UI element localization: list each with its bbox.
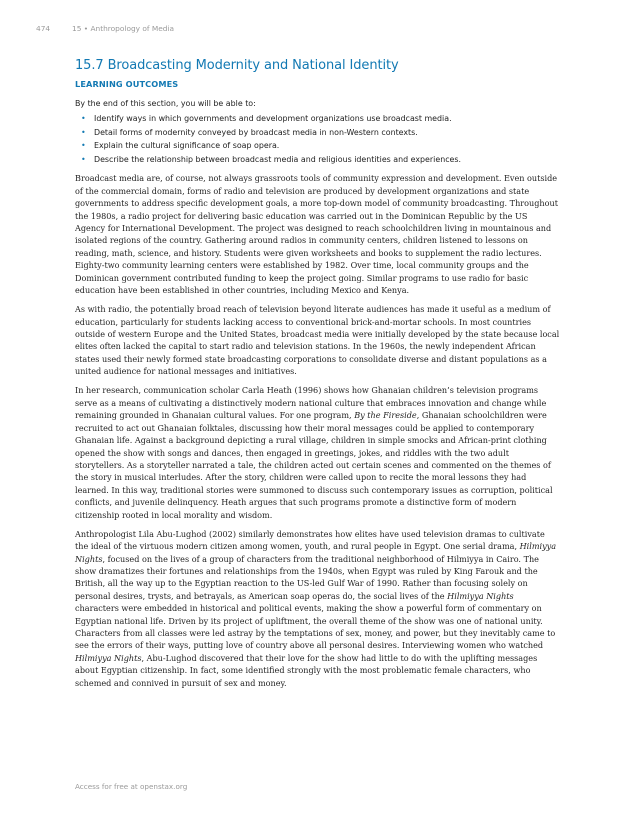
list-item: [81, 139, 560, 153]
paragraph-1: Broadcast media are, of course, not always grassroots tools of community expression and development. Even outside of the commercial domain, forms of radio and television are produced by development organizations and state governments to address specific development goals, a more top-down model of community broadcasting. Throughout the 1980s, a radio project for delivering basic education was carried out in the Dominican Republic by the US Agency for International Development. The project was designed to reach schoolchildren living in mountainous and isolated regions of the country. Gathering around radios in community centers, children listened to lessons on reading, math, science, and history. Students were given worksheets and books to supplement the radio lectures. Eighty-two community learning centers were established by 1982. Over time, local community groups and the Dominican government contributed funding to keep the project going. Similar programs to use radio for basic education have been established in other countries, including Mexico and Kenya.: [75, 173, 558, 296]
show-title: Hilmiyya Nights: [447, 590, 514, 601]
bullet-icon: •: [81, 141, 86, 151]
page-footer: Access for free at openstax.org: [75, 782, 188, 791]
learning-outcomes-intro: By the end of this section, you will be able to:: [75, 99, 256, 108]
program-title: By the Fireside: [354, 410, 417, 421]
list-item-text: Explain the cultural significance of soap opera.: [94, 141, 280, 151]
list-item-text: Describe the relationship between broadcast media and religious identities and experiences.: [94, 154, 462, 164]
main-content: [75, 58, 560, 696]
section-title: 15.7 Broadcasting Modernity and National Identity: [75, 58, 399, 73]
paragraph-3: [75, 384, 560, 520]
paragraph-4: [75, 528, 560, 689]
show-title: Hilmiyya Nights: [75, 652, 142, 663]
paragraph-text: characters were embedded in historical and political events, making the show a powerful form of commentary on Egyptian national life. Driven by its project of upliftment, the overall theme of the show was one of national unity. Characters from all classes were led astray by the temptations of sex, money, and power, but they inevitably came to see the errors of their ways, putting love of country above all personal desires. Interviewing women who watched: [75, 603, 556, 651]
bullet-icon: •: [81, 154, 86, 164]
paragraph-text: , Abu-Lughod discovered that their love for the show had little to do with the uplifting messages about Egyptian citizenship. In fact, some identified strongly with the most problematic female characters, who schemed and connived in pursuit of sex and money.: [75, 652, 538, 688]
learning-outcomes-list: [75, 112, 560, 166]
page-header: [36, 24, 174, 33]
page-number: 474: [36, 24, 51, 33]
bullet-icon: •: [81, 127, 86, 137]
show-title: Hilmiyya Nights: [75, 541, 557, 564]
list-item-text: Identify ways in which governments and development organizations use broadcast media.: [94, 114, 452, 123]
bullet-icon: •: [81, 114, 86, 123]
list-item: [81, 112, 560, 126]
paragraph-text: Anthropologist Lila Abu-Lughod (2002) similarly demonstrates how elites have used television dramas to cultivate the ideal of the virtuous modern citizen among women, youth, and rural people in Egypt. One serial drama,: [75, 528, 545, 552]
list-item: [81, 153, 560, 167]
paragraph-text: In her research, communication scholar Carla Heath (1996) shows how Ghanaian children’s television programs serve as a means of cultivating a distinctively modern national culture that embraces innovation and change while remaining grounded in Ghanaian cultural values. For one program,: [75, 385, 547, 421]
paragraph-text: , Ghanaian schoolchildren were recruited to act out Ghanaian folktales, discussing how their moral messages could be applied to contemporary Ghanaian life. Against a background depicting a rural village, children in simple smocks and African-print clothing opened the show with songs and dances, then engaged in greetings, jokes, and riddles with the two adult storytellers. As a storyteller narrated a tale, the children acted out certain scenes and commented on the themes of the story in musical interludes. After the story, children were called upon to recite the moral lessons they had learned. In this way, traditional stories were summoned to discuss such contemporary issues as corruption, political conflicts, and juvenile delinquency. Heath argues that such programs promote a distinctive form of modern citizenship rooted in local morality and wisdom.: [75, 410, 553, 520]
learning-outcomes-heading: LEARNING OUTCOMES: [75, 79, 179, 89]
list-item-text: Detail forms of modernity conveyed by broadcast media in non-Western contexts.: [94, 127, 418, 137]
paragraph-2: As with radio, the potentially broad reach of television beyond literate audiences has made it useful as a medium of education, particularly for students lacking access to conventional brick-and-mortar schools. In most countries outside of western Europe and the United States, broadcast media were initially developed by the state because local elites often lacked the capital to start radio and television stations. In the 1960s, the newly independent African states used their newly formed state broadcasting corporations to consolidate diverse and distant populations as a united audience for national messages and initiatives.: [75, 304, 560, 377]
list-item: [81, 126, 560, 140]
paragraph-text: , focused on the lives of a group of characters from the traditional neighborhood of Hilmiyya in Cairo. The show dramatizes their fortunes and relationships from the 1940s, when Egypt was ruled by King Farouk and the British, all the way up to the Egyptian reaction to the US-led Gulf War of 1990. Rather than focusing solely on personal desires, trysts, and betrayals, as American soap operas do, the social lives of the: [75, 553, 539, 601]
chapter-title: 15 • Anthropology of Media: [72, 24, 175, 33]
